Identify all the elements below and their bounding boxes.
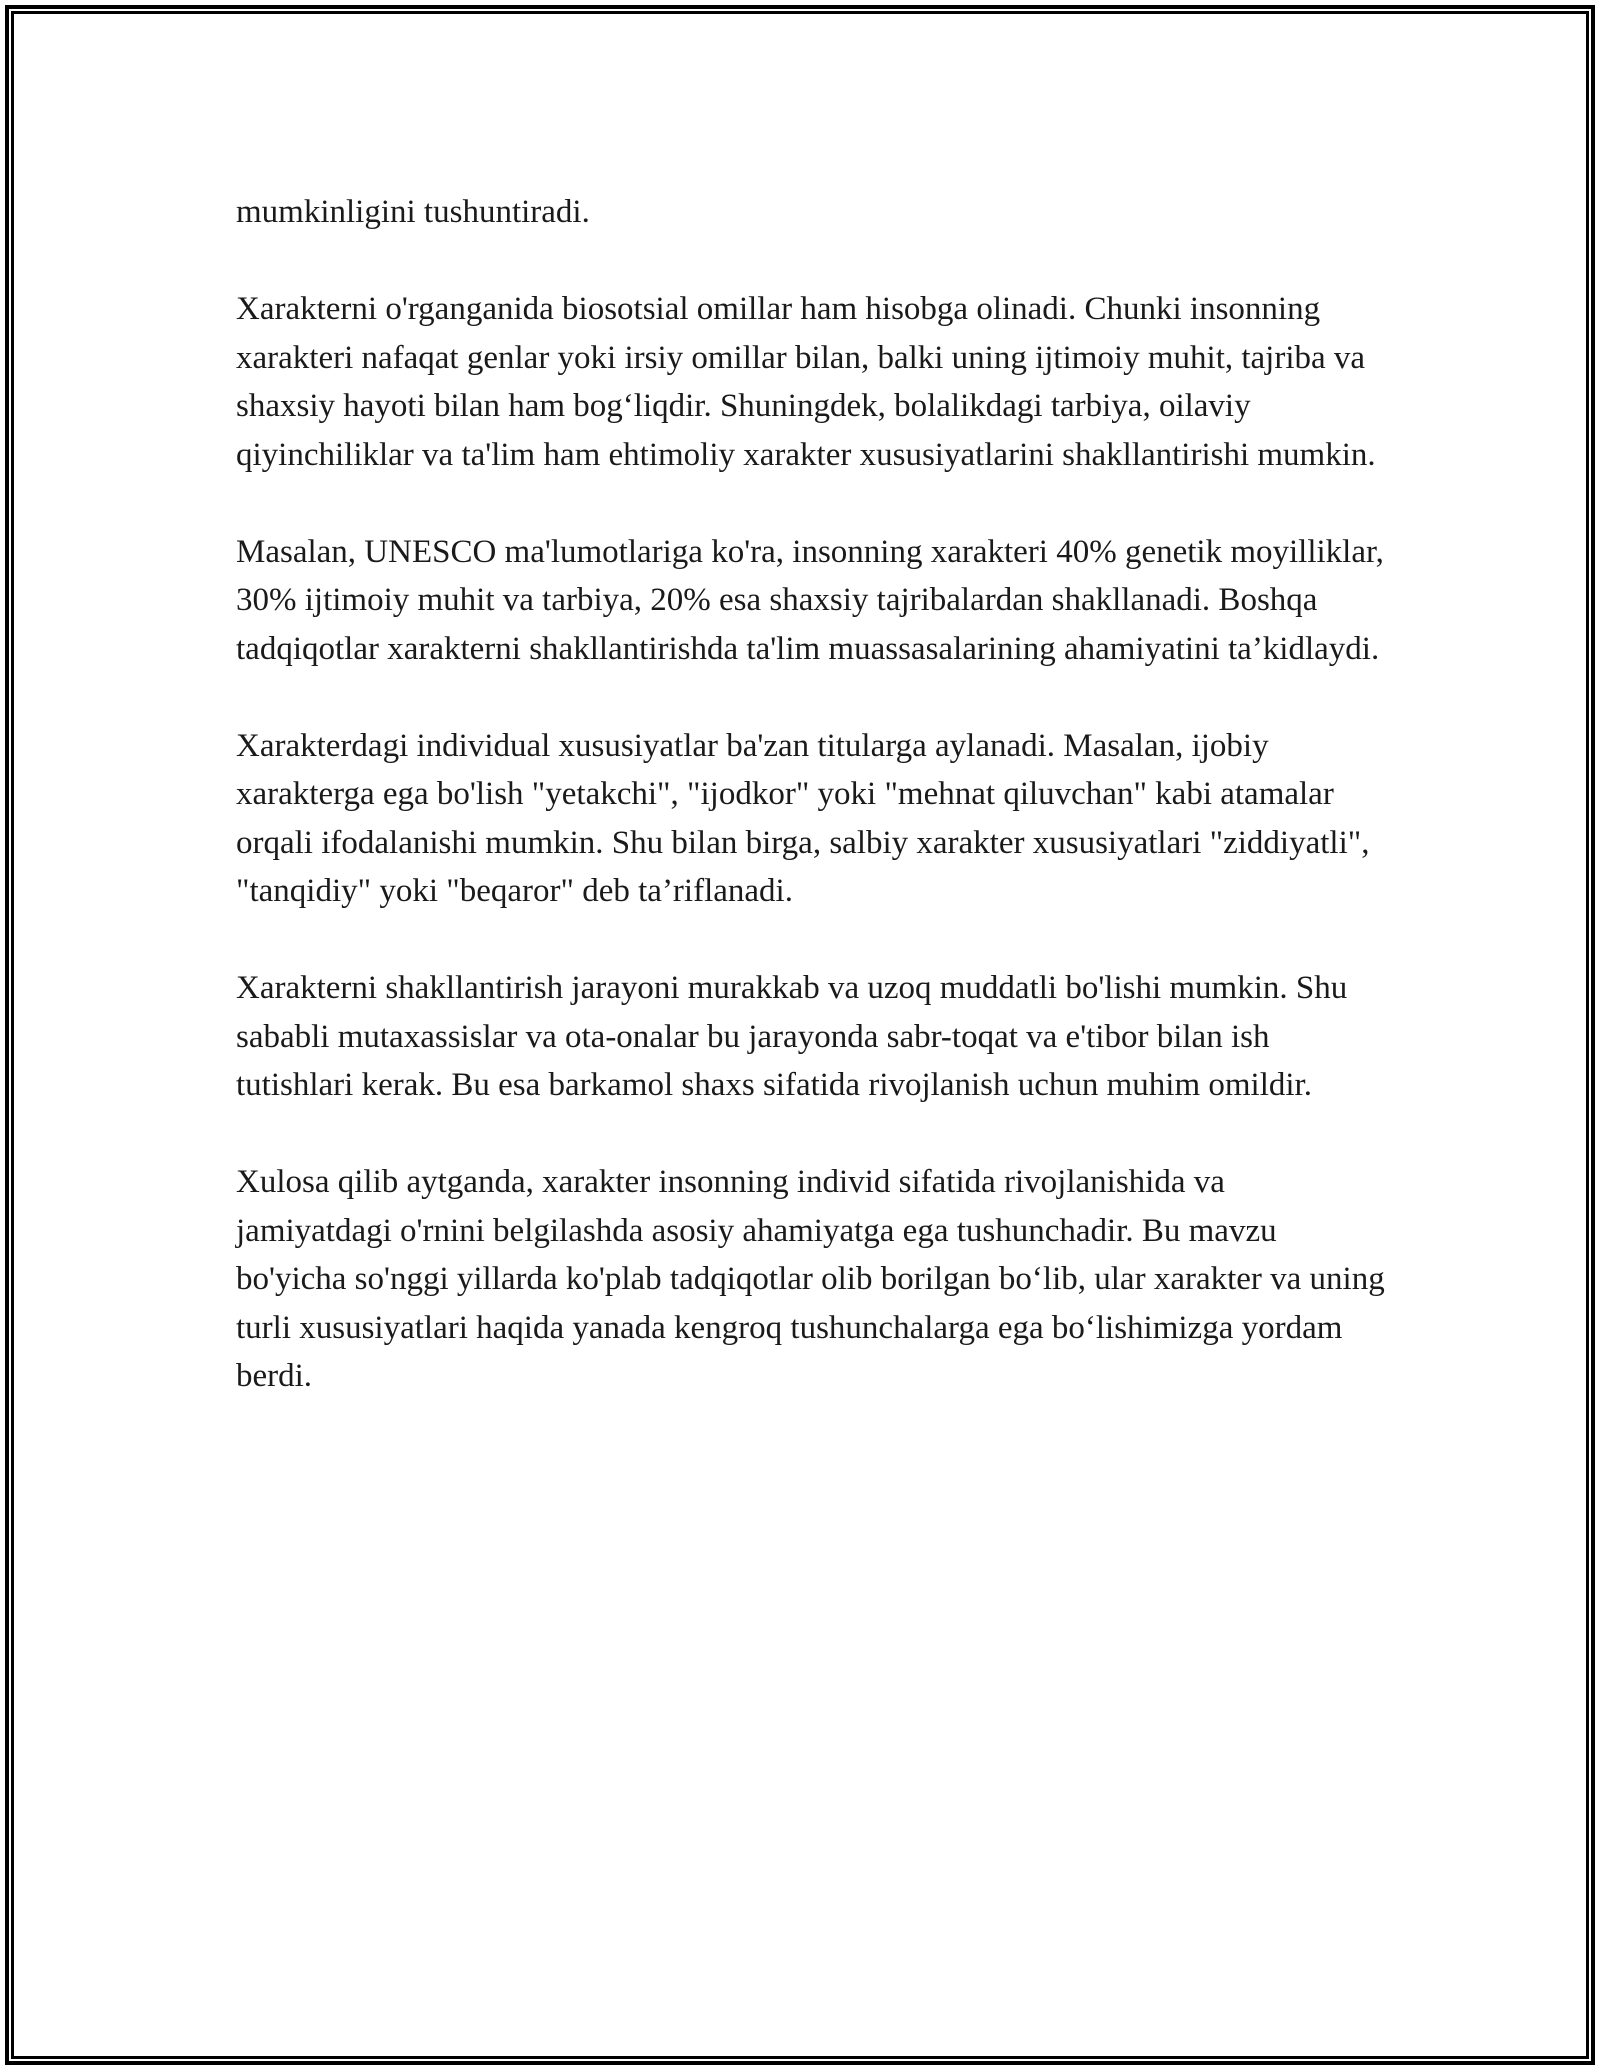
- paragraph-unesco-data: Masalan, UNESCO ma'lumotlariga ko'ra, insonning xarakteri 40% genetik moyilliklar, 30% ijtimoiy muhit va tarbiya, 20% esa shaxsiy tajribalardan shakllanadi. Boshqa tadqiqotlar xarakterni shakllantirishda ta'lim muassasalarining ahamiyatini ta’kidlaydi.: [236, 533, 1384, 667]
- paragraph-continuation: mumkinligini tushuntiradi.: [236, 194, 590, 230]
- paragraph-biosocial-factors: Xarakterni o'rganganida biosotsial omillar ham hisobga olinadi. Chunki insonning xarakteri nafaqat genlar yoki irsiy omillar bilan, balki uning ijtimoiy muhit, tajriba va shaxsiy hayoti bilan ham bog‘liqdir. Shuningdek, bolalikdagi tarbiya, oilaviy qiyinchiliklar va ta'lim ham ehtimoliy xarakter xususiyatlarini shakllantirishi mumkin.: [236, 291, 1376, 473]
- paragraph-formation-process: Xarakterni shakllantirish jarayoni murakkab va uzoq muddatli bo'lishi mumkin. Shu sababli mutaxassislar va ota-onalar bu jarayonda sabr-toqat va e'tibor bilan ish tutishlari kerak. Bu esa barkamol shaxs sifatida rivojlanish uchun muhim omildir.: [236, 970, 1348, 1103]
- document-body: [236, 188, 1386, 1401]
- paragraph-conclusion: Xulosa qilib aytganda, xarakter insonning individ sifatida rivojlanishida va jamiyatdagi o'rnini belgilashda asosiy ahamiyatga ega tushunchadir. Bu mavzu bo'yicha so'nggi yillarda ko'plab tadqiqotlar olib borilgan bo‘lib, ular xarakter va uning turli xususiyatlari haqida yanada kengroq tushunchalarga ega bo‘lishimizga yordam berdi.: [236, 1164, 1385, 1394]
- paragraph-individual-traits: Xarakterdagi individual xususiyatlar ba'zan titularga aylanadi. Masalan, ijobiy xarakterga ega bo'lish "yetakchi", "ijodkor" yoki "mehnat qiluvchan" kabi atamalar orqali ifodalanishi mumkin. Shu bilan birga, salbiy xarakter xususiyatlari "ziddiyatli", "tanqidiy" yoki "beqaror" deb ta’riflanadi.: [236, 727, 1370, 909]
